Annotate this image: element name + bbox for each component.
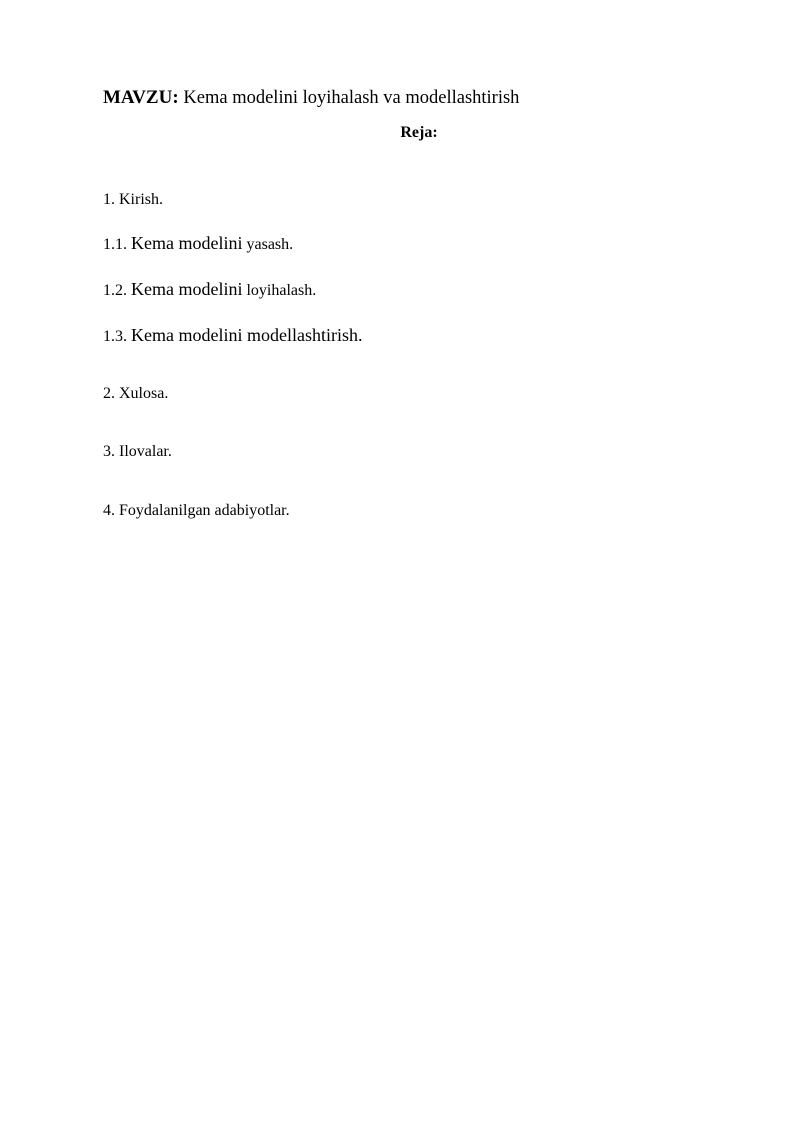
plan-item-4: 4. Foydalanilgan adabiyotlar.	[103, 502, 290, 519]
plan-item-1-2	[103, 278, 316, 302]
document-title	[103, 86, 519, 110]
title-text: Kema modelini loyihalash va modellashtirish	[183, 88, 520, 108]
item-name: Kema modelini	[131, 279, 243, 299]
item-rest: yasash.	[246, 236, 294, 253]
item-rest: loyihalash.	[246, 282, 317, 299]
item-number: 1.2.	[103, 282, 127, 299]
plan-item-1-1	[103, 232, 293, 256]
plan-heading: Reja:	[400, 124, 438, 141]
item-name: Kema modelini	[131, 233, 243, 253]
title-prefix: MAVZU:	[103, 87, 179, 108]
plan-item-2: 2. Xulosa.	[103, 385, 169, 402]
item-number: 1.1.	[103, 236, 127, 253]
item-number: 1.3.	[103, 328, 127, 345]
plan-item-1: 1. Kirish.	[103, 191, 163, 208]
plan-item-1-3	[103, 324, 362, 348]
item-name: Kema modelini modellashtirish.	[131, 325, 363, 345]
plan-item-3: 3. Ilovalar.	[103, 443, 172, 460]
